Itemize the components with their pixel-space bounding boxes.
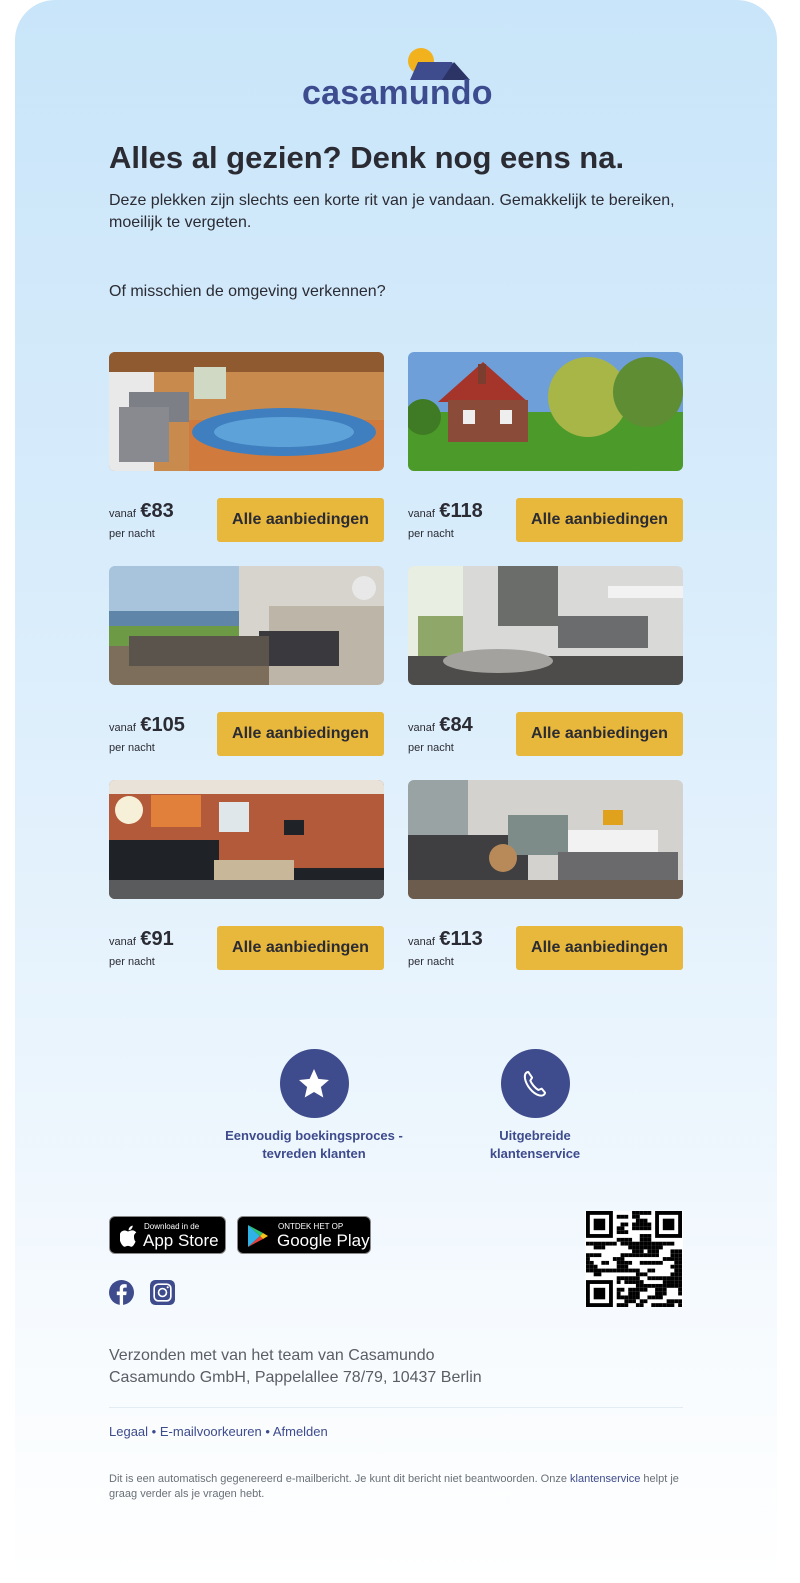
sent-line: Verzonden met van het team van Casamundo bbox=[109, 1347, 435, 1364]
all-offers-button[interactable]: Alle aanbiedingen bbox=[516, 712, 683, 756]
casamundo-logo[interactable] bbox=[302, 46, 492, 110]
all-offers-button[interactable]: Alle aanbiedingen bbox=[217, 498, 384, 542]
offer-price: vanaf €91 bbox=[109, 928, 174, 950]
qr-code bbox=[585, 1211, 683, 1307]
offer-per-night: per nacht bbox=[109, 742, 155, 754]
link-separator: • bbox=[265, 1424, 270, 1439]
offer-price: vanaf €118 bbox=[408, 500, 483, 522]
offer-price: vanaf €113 bbox=[408, 928, 483, 950]
instagram-icon[interactable] bbox=[150, 1280, 175, 1305]
offer-photo-open-kitchen[interactable] bbox=[408, 780, 683, 899]
subheading: Of misschien de omgeving verkennen? bbox=[109, 283, 386, 300]
offer-photo-brick-house[interactable] bbox=[408, 352, 683, 471]
facebook-icon[interactable] bbox=[109, 1280, 134, 1305]
offer-photo-lake-view[interactable] bbox=[109, 566, 384, 685]
email-preferences-link[interactable]: E-mailvoorkeuren bbox=[159, 1424, 262, 1439]
google-play-icon bbox=[247, 1224, 269, 1248]
apple-icon bbox=[120, 1224, 140, 1248]
all-offers-button[interactable]: Alle aanbiedingen bbox=[516, 926, 683, 970]
offer-per-night: per nacht bbox=[408, 956, 454, 968]
offer-per-night: per nacht bbox=[109, 528, 155, 540]
feature-text: Uitgebreide klantenservice bbox=[489, 1128, 581, 1161]
offer-price: vanaf €84 bbox=[408, 714, 473, 736]
footer-links bbox=[109, 1424, 328, 1439]
intro-text: Deze plekken zijn slechts een korte rit van je vandaan. Gemakkelijk te bereiken, moeilijk te vergeten. bbox=[109, 192, 675, 231]
offer-photo-brick-lounge[interactable] bbox=[109, 780, 384, 899]
headline: Alles al gezien? Denk nog eens na. bbox=[109, 140, 625, 175]
google-play-badge[interactable] bbox=[237, 1216, 371, 1254]
star-icon bbox=[280, 1049, 349, 1118]
company-address: Casamundo GmbH, Pappelallee 78/79, 10437 Berlin bbox=[109, 1369, 482, 1386]
feature-booking bbox=[214, 1049, 414, 1163]
logo-wordmark: casamundo bbox=[302, 74, 493, 112]
unsubscribe-link[interactable]: Afmelden bbox=[272, 1424, 328, 1439]
google-play-name: Google Play bbox=[277, 1231, 370, 1250]
customer-service-link[interactable]: klantenservice bbox=[570, 1473, 641, 1485]
link-separator: • bbox=[151, 1424, 157, 1439]
app-store-small: Download in de bbox=[144, 1222, 200, 1231]
disclaimer: Dit is een automatisch gegenereerd e-mailbericht. Je kunt dit bericht niet beantwoorden. Onze klantenservice helpt je graag verder als je vragen hebt. bbox=[109, 1473, 679, 1500]
phone-icon bbox=[501, 1049, 570, 1118]
offer-photo-grey-living[interactable] bbox=[408, 566, 683, 685]
footer-divider bbox=[109, 1407, 683, 1408]
offer-price: vanaf €105 bbox=[109, 714, 185, 736]
legal-link[interactable]: Legaal bbox=[109, 1424, 149, 1439]
offer-per-night: per nacht bbox=[408, 742, 454, 754]
feature-text: Eenvoudig boekingsproces - tevreden klanten bbox=[225, 1128, 403, 1161]
app-store-name: App Store bbox=[143, 1231, 219, 1250]
google-play-small: ONTDEK HET OP bbox=[278, 1222, 344, 1231]
offer-photo-hot-tub[interactable] bbox=[109, 352, 384, 471]
all-offers-button[interactable]: Alle aanbiedingen bbox=[217, 712, 384, 756]
all-offers-button[interactable]: Alle aanbiedingen bbox=[516, 498, 683, 542]
offer-per-night: per nacht bbox=[109, 956, 155, 968]
offer-per-night: per nacht bbox=[408, 528, 454, 540]
app-store-badge[interactable] bbox=[109, 1216, 226, 1254]
offer-price: vanaf €83 bbox=[109, 500, 174, 522]
feature-service bbox=[435, 1049, 635, 1163]
footer-sent bbox=[109, 1345, 482, 1389]
all-offers-button[interactable]: Alle aanbiedingen bbox=[217, 926, 384, 970]
